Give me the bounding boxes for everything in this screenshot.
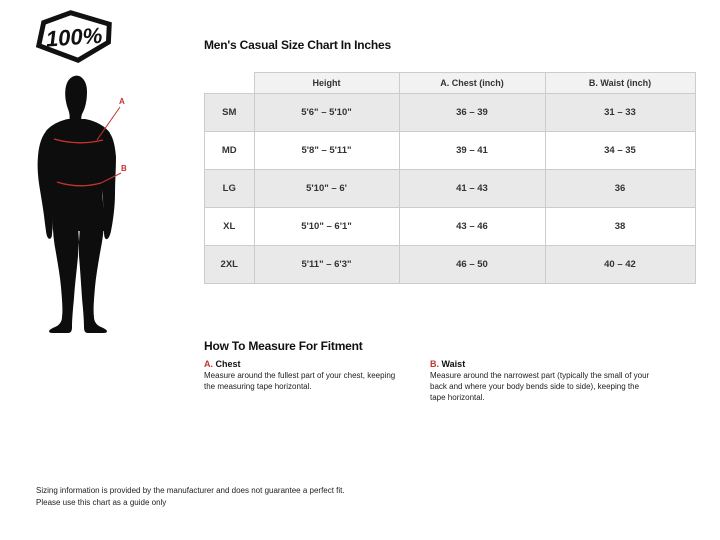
chest-description: Measure around the fullest part of your chest, keeping the measuring tape horizontal. xyxy=(204,371,396,391)
chest-cell: 36 – 39 xyxy=(399,94,545,132)
chest-name: Chest xyxy=(215,359,241,369)
male-silhouette-icon xyxy=(38,76,116,333)
measure-item-waist xyxy=(430,358,655,404)
col-header-chest: A. Chest (inch) xyxy=(399,73,545,94)
waist-cell: 31 – 33 xyxy=(545,94,695,132)
table-header-row xyxy=(205,73,696,94)
height-cell: 5'10" – 6'1" xyxy=(254,208,399,246)
height-cell: 5'8" – 5'11" xyxy=(254,132,399,170)
chest-key: A. xyxy=(204,359,213,369)
waist-cell: 40 – 42 xyxy=(545,246,695,284)
disclaimer-text xyxy=(36,485,345,508)
chest-cell: 46 – 50 xyxy=(399,246,545,284)
waist-name: Waist xyxy=(441,359,466,369)
height-cell: 5'10" – 6' xyxy=(254,170,399,208)
body-measurement-diagram xyxy=(25,70,145,340)
chest-cell: 39 – 41 xyxy=(399,132,545,170)
table-row-sm xyxy=(205,94,696,132)
size-chart-table xyxy=(204,72,696,284)
waist-cell: 38 xyxy=(545,208,695,246)
waist-key: B. xyxy=(430,359,439,369)
table-row-lg xyxy=(205,170,696,208)
size-cell: MD xyxy=(205,132,255,170)
measure-item-waist-heading xyxy=(430,358,655,370)
table-row-md xyxy=(205,132,696,170)
table-row-2xl xyxy=(205,246,696,284)
height-cell: 5'11" – 6'3" xyxy=(254,246,399,284)
disclaimer-line-2: Please use this chart as a guide only xyxy=(36,497,167,507)
chest-cell: 41 – 43 xyxy=(399,170,545,208)
page-title: Men's Casual Size Chart In Inches xyxy=(204,38,391,52)
size-cell: SM xyxy=(205,94,255,132)
measure-item-chest xyxy=(204,358,404,393)
logo-text: 100% xyxy=(44,22,104,52)
height-cell: 5'6" – 5'10" xyxy=(254,94,399,132)
size-cell: XL xyxy=(205,208,255,246)
brand-logo xyxy=(33,10,115,63)
col-header-height: Height xyxy=(254,73,399,94)
size-cell: 2XL xyxy=(205,246,255,284)
measure-item-chest-heading xyxy=(204,358,404,370)
chest-label-a: A xyxy=(119,97,125,106)
waist-label-b: B xyxy=(121,164,127,173)
chest-cell: 43 – 46 xyxy=(399,208,545,246)
waist-cell: 36 xyxy=(545,170,695,208)
col-header-waist: B. Waist (inch) xyxy=(545,73,695,94)
waist-description: Measure around the narrowest part (typically the small of your back and where your body bends side to side), keeping the tape horizontal. xyxy=(430,371,650,402)
measure-section-title: How To Measure For Fitment xyxy=(204,339,363,353)
table-row-xl xyxy=(205,208,696,246)
waist-cell: 34 – 35 xyxy=(545,132,695,170)
size-cell: LG xyxy=(205,170,255,208)
blank-header-cell xyxy=(205,73,255,94)
disclaimer-line-1: Sizing information is provided by the manufacturer and does not guarantee a perfect fit. xyxy=(36,486,345,495)
